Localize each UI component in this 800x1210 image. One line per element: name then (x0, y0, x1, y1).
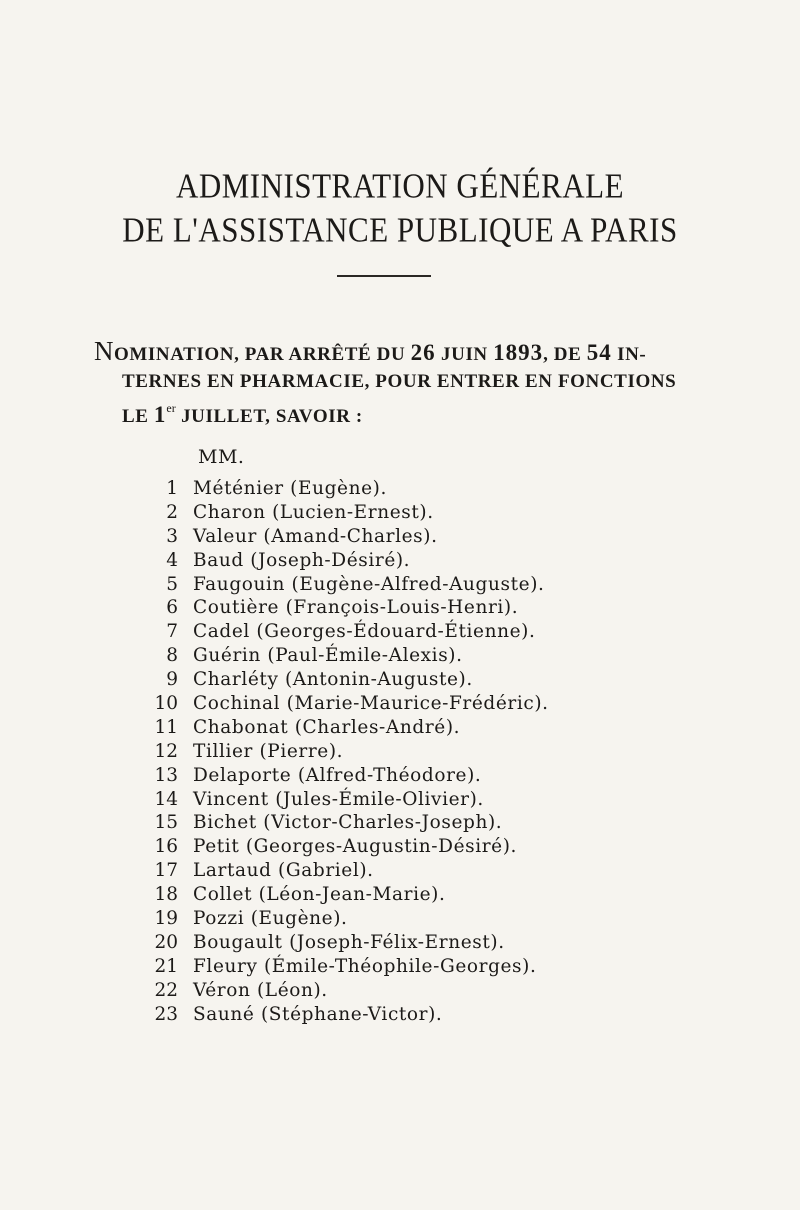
list-item-name: Collet (Léon-Jean-Marie). (193, 884, 446, 906)
list-item-name: Tillier (Pierre). (193, 740, 344, 762)
heading-year: 1893 (493, 340, 544, 365)
list-item-number: 8 (166, 645, 178, 667)
list-item-name: Lartaud (Gabriel). (193, 860, 374, 882)
heading-text: JUILLET, SAVOIR : (175, 406, 363, 427)
intern-list (0, 477, 800, 1026)
list-item-name: Pozzi (Eugène). (193, 908, 348, 930)
heading-initial: N (94, 336, 114, 366)
title-line-1: ADMINISTRATION GÉNÉRALE (175, 165, 625, 206)
list-item (0, 859, 800, 883)
list-item (0, 955, 800, 979)
list-item-number: 23 (154, 1003, 178, 1025)
list-item (0, 573, 800, 597)
list-item-number: 22 (154, 979, 178, 1001)
list-item-name: Chabonat (Charles-André). (193, 716, 461, 738)
list-item-number: 15 (154, 812, 178, 834)
list-item-name: Charléty (Antonin-Auguste). (193, 669, 473, 691)
list-item-number: 9 (166, 669, 178, 691)
list-item-name: Bichet (Victor-Charles-Joseph). (193, 812, 503, 834)
list-item-number: 19 (154, 908, 178, 930)
list-item-number: 10 (154, 693, 178, 715)
list-item-name: Coutière (François-Louis-Henri). (193, 597, 519, 619)
list-item-number: 6 (166, 597, 178, 619)
list-item (0, 1003, 800, 1027)
list-item-name: Sauné (Stéphane-Victor). (193, 1003, 443, 1025)
heading-text: LE (122, 406, 154, 427)
list-item (0, 501, 800, 525)
list-item-name: Cochinal (Marie-Maurice-Frédéric). (193, 693, 549, 715)
list-item (0, 907, 800, 931)
list-item-name: Méténier (Eugène). (193, 478, 387, 499)
list-item (0, 931, 800, 955)
list-item-number: 3 (166, 525, 178, 547)
heading-superscript: er (166, 401, 176, 415)
list-item (0, 620, 800, 644)
heading-line-2 (122, 372, 762, 391)
list-item-number: 13 (154, 764, 178, 786)
list-item-name: Valeur (Amand-Charles). (193, 525, 438, 547)
heading-day: 26 (410, 340, 436, 365)
list-item-name: Bougault (Joseph-Félix-Ernest). (193, 931, 505, 953)
list-item-number: 11 (154, 716, 178, 738)
list-item-number: 20 (154, 931, 178, 953)
list-item-name: Petit (Georges-Augustin-Désiré). (193, 836, 518, 858)
list-item (0, 716, 800, 740)
list-item-name: Véron (Léon). (193, 979, 328, 1001)
list-item (0, 549, 800, 573)
list-item-number: 17 (154, 860, 178, 882)
list-item-number: 18 (154, 884, 178, 906)
list-item-name: Cadel (Georges-Édouard-Étienne). (193, 621, 536, 643)
title-line-2: DE L'ASSISTANCE PUBLIQUE A PARIS (122, 209, 678, 250)
heading-text: IN- (611, 344, 647, 365)
heading-first: 1 (153, 402, 167, 427)
heading-line-1 (94, 338, 734, 365)
heading-text: , DE (543, 344, 587, 365)
heading-text: OMINATION, PAR ARRÊTÉ DU (114, 344, 411, 365)
heading-text: TERNES EN PHARMACIE, POUR ENTRER EN FONCTIONS (122, 371, 677, 392)
list-item-number: 14 (154, 788, 178, 810)
list-item (0, 979, 800, 1003)
title-divider (337, 275, 431, 277)
heading-text: JUIN (435, 344, 494, 365)
list-item (0, 740, 800, 764)
list-item (0, 692, 800, 716)
list-item-name: Baud (Joseph-Désiré). (193, 549, 411, 571)
list-item (0, 811, 800, 835)
list-item-name: Delaporte (Alfred-Théodore). (193, 764, 482, 786)
list-item-number: 12 (154, 740, 178, 762)
salutation: MM. (198, 446, 245, 468)
list-item (0, 644, 800, 668)
list-item-name: Guérin (Paul-Émile-Alexis). (193, 645, 463, 667)
list-item-number: 16 (154, 836, 178, 858)
list-item-number: 7 (166, 621, 178, 643)
list-item (0, 764, 800, 788)
list-item (0, 477, 800, 501)
list-item-name: Fleury (Émile-Théophile-Georges). (193, 955, 537, 977)
list-item-number: 2 (166, 501, 178, 523)
list-item-number: 1 (166, 478, 178, 499)
list-item (0, 668, 800, 692)
list-item (0, 835, 800, 859)
list-item (0, 788, 800, 812)
list-item-name: Faugouin (Eugène-Alfred-Auguste). (193, 573, 545, 595)
list-item-number: 5 (166, 573, 178, 595)
list-item-name: Vincent (Jules-Émile-Olivier). (193, 788, 484, 810)
list-item-number: 21 (154, 955, 178, 977)
list-item (0, 525, 800, 549)
heading-count: 54 (586, 340, 612, 365)
list-item-name: Charon (Lucien-Ernest). (193, 501, 434, 523)
list-item (0, 596, 800, 620)
list-item (0, 883, 800, 907)
list-item-number: 4 (166, 549, 178, 571)
heading-line-3 (122, 402, 762, 426)
